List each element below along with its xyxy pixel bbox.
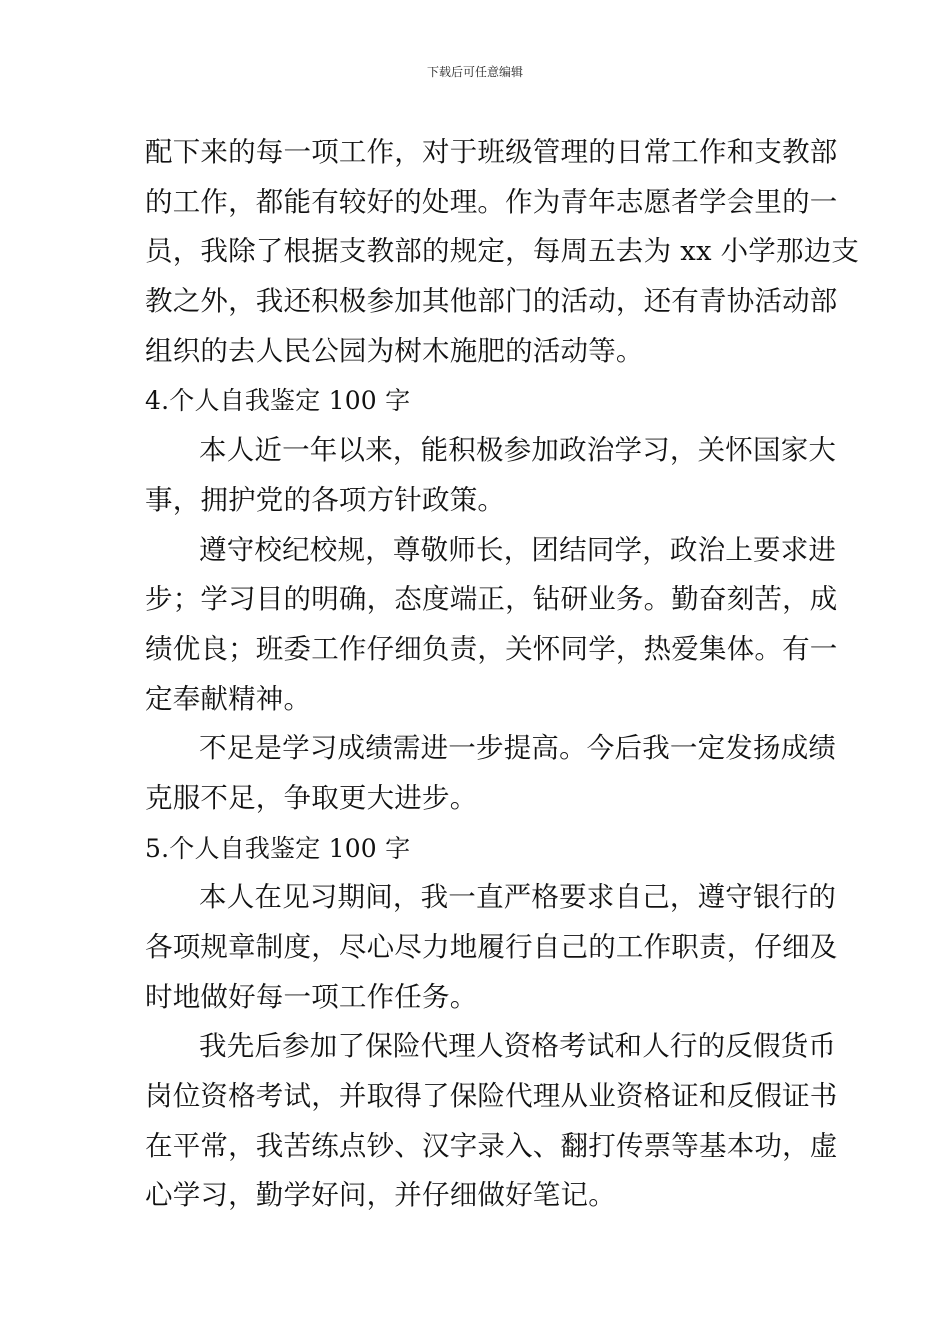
paragraph-first-line: 本人在见习期间，我一直严格要求自己，遵守银行的 <box>199 881 837 914</box>
paragraph-first-line: 遵守校纪校规，尊敬师长，团结同学，政治上要求进 <box>199 533 837 566</box>
text-line: 克服不足，争取更大进步。 <box>145 781 478 814</box>
text-line: 步；学习目的明确，态度端正，钻研业务。勤奋刻苦，成 <box>145 583 838 616</box>
text-line: 配下来的每一项工作，对于班级管理的日常工作和支教部 <box>145 136 838 168</box>
section-heading: 5.个人自我鉴定 100 字 <box>145 833 411 863</box>
paragraph-first-line: 本人近一年以来，能积极参加政治学习，关怀国家大 <box>199 434 837 467</box>
text-line: 定奉献精神。 <box>145 682 312 715</box>
text-line: 员，我除了根据支教部的规定，每周五去为 xx 小学那边支 <box>145 235 860 268</box>
text-line: 绩优良；班委工作仔细负责，关怀同学，热爱集体。有一 <box>145 632 838 665</box>
text-line: 在平常，我苦练点钞、汉字录入、翻打传票等基本功，虚 <box>145 1129 838 1162</box>
text-line: 组织的去人民公园为树木施肥的活动等。 <box>145 334 644 367</box>
text-line: 心学习，勤学好问，并仔细做好笔记。 <box>145 1179 616 1212</box>
page-header: 下载后可任意编辑 <box>426 65 523 79</box>
text-line: 时地做好每一项工作任务。 <box>145 980 478 1013</box>
text-line: 各项规章制度，尽心尽力地履行自己的工作职责，仔细及 <box>145 931 838 963</box>
paragraph-first-line: 我先后参加了保险代理人资格考试和人行的反假货币 <box>199 1030 837 1063</box>
text-line: 事，拥护党的各项方针政策。 <box>145 483 506 516</box>
text-line: 的工作，都能有较好的处理。作为青年志愿者学会里的一 <box>145 185 838 218</box>
document-body <box>145 128 860 1221</box>
paragraph-first-line: 不足是学习成绩需进一步提高。今后我一定发扬成绩 <box>199 732 837 765</box>
text-line: 教之外，我还积极参加其他部门的活动，还有青协活动部 <box>145 285 838 318</box>
text-line: 岗位资格考试，并取得了保险代理从业资格证和反假证书 <box>145 1080 838 1113</box>
section-heading: 4.个人自我鉴定 100 字 <box>145 386 411 416</box>
